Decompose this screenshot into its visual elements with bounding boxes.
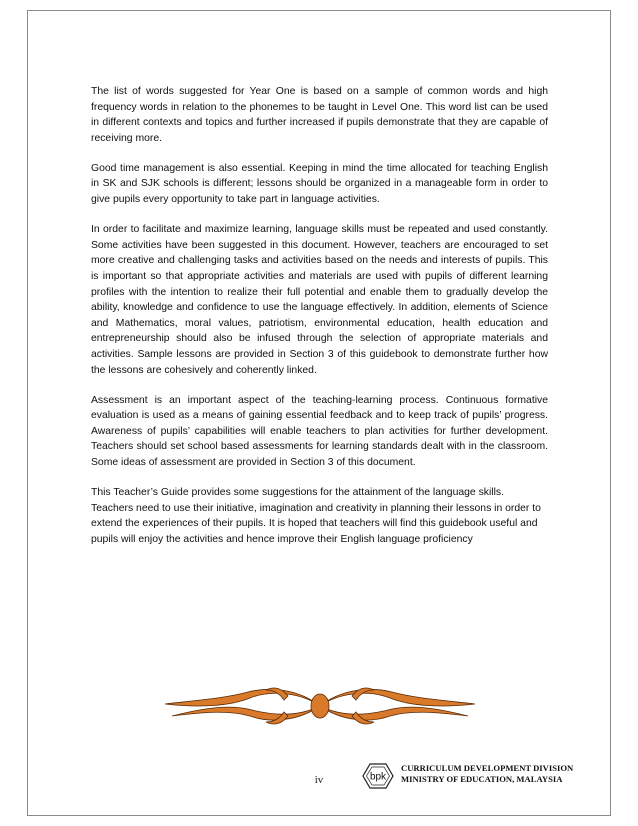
paragraph-learning: In order to facilitate and maximize learning, language skills must be repeated and used constantly. Some activities have been suggested in this document. However, teachers are encouraged to set more creative and challenging tasks and activities based on the needs and interests of pupils. This is important so that appropriate activities and materials are used with pupils of different learning profiles with the intention to realize their full potential and enable them to gradually develop the ability, knowledge and confidence to use the language effectively. In addition, elements of Science and Mathematics, moral values, patriotism, environmental education, health education and entrepreneurship should also be infused through the selection of appropriate materials and activities. Sample lessons are provided in Section 3 of this guidebook to demonstrate further how the lessons are cohesively and coherently linked. [91,224,548,376]
footer-org-line1: CURRICULUM DEVELOPMENT DIVISION [401,763,574,773]
bpk-logo-text: bpk [369,771,387,783]
page-number: iv [314,774,324,786]
footer-org-line2: MINISTRY OF EDUCATION, MALAYSIA [401,774,563,784]
body-text [91,84,548,562]
paragraph-assessment: Assessment is an important aspect of the teaching-learning process. Continuous formative evaluation is used as a means of gaining essential feedback and to keep track of pupils’ progress. Awareness of pupils’ capabilities will enable teachers to plan activities for further development. Teachers should set school based assessments for learning standards dealt with in the classroom. Some ideas of assessment are provided in Section 3 of this document. [91,394,548,468]
paragraph-teachers-guide: This Teacher’s Guide provides some suggestions for the attainment of the language skills. Teachers need to use their initiative, imagination and creativity in planning their lessons in order to extend the experiences of their pupils. It is hoped that teachers will find this guidebook useful and pupils will enjoy the activities and hence improve their English language proficiency [91,487,541,545]
paragraph-time-management: Good time management is also essential. Keeping in mind the time allocated for teaching English in SK and SJK schools is different; lessons should be organized in a manageable form in order to give pupils every opportunity to take part in language activities. [91,162,548,206]
decorative-ornament [160,686,480,726]
paragraph-word-list: The list of words suggested for Year One is based on a sample of common words and high frequency words in relation to the phonemes to be taught in Level One. This word list can be used in different contexts and topics and further increased if pupils demonstrate that they are capable of receiving more. [91,86,548,144]
